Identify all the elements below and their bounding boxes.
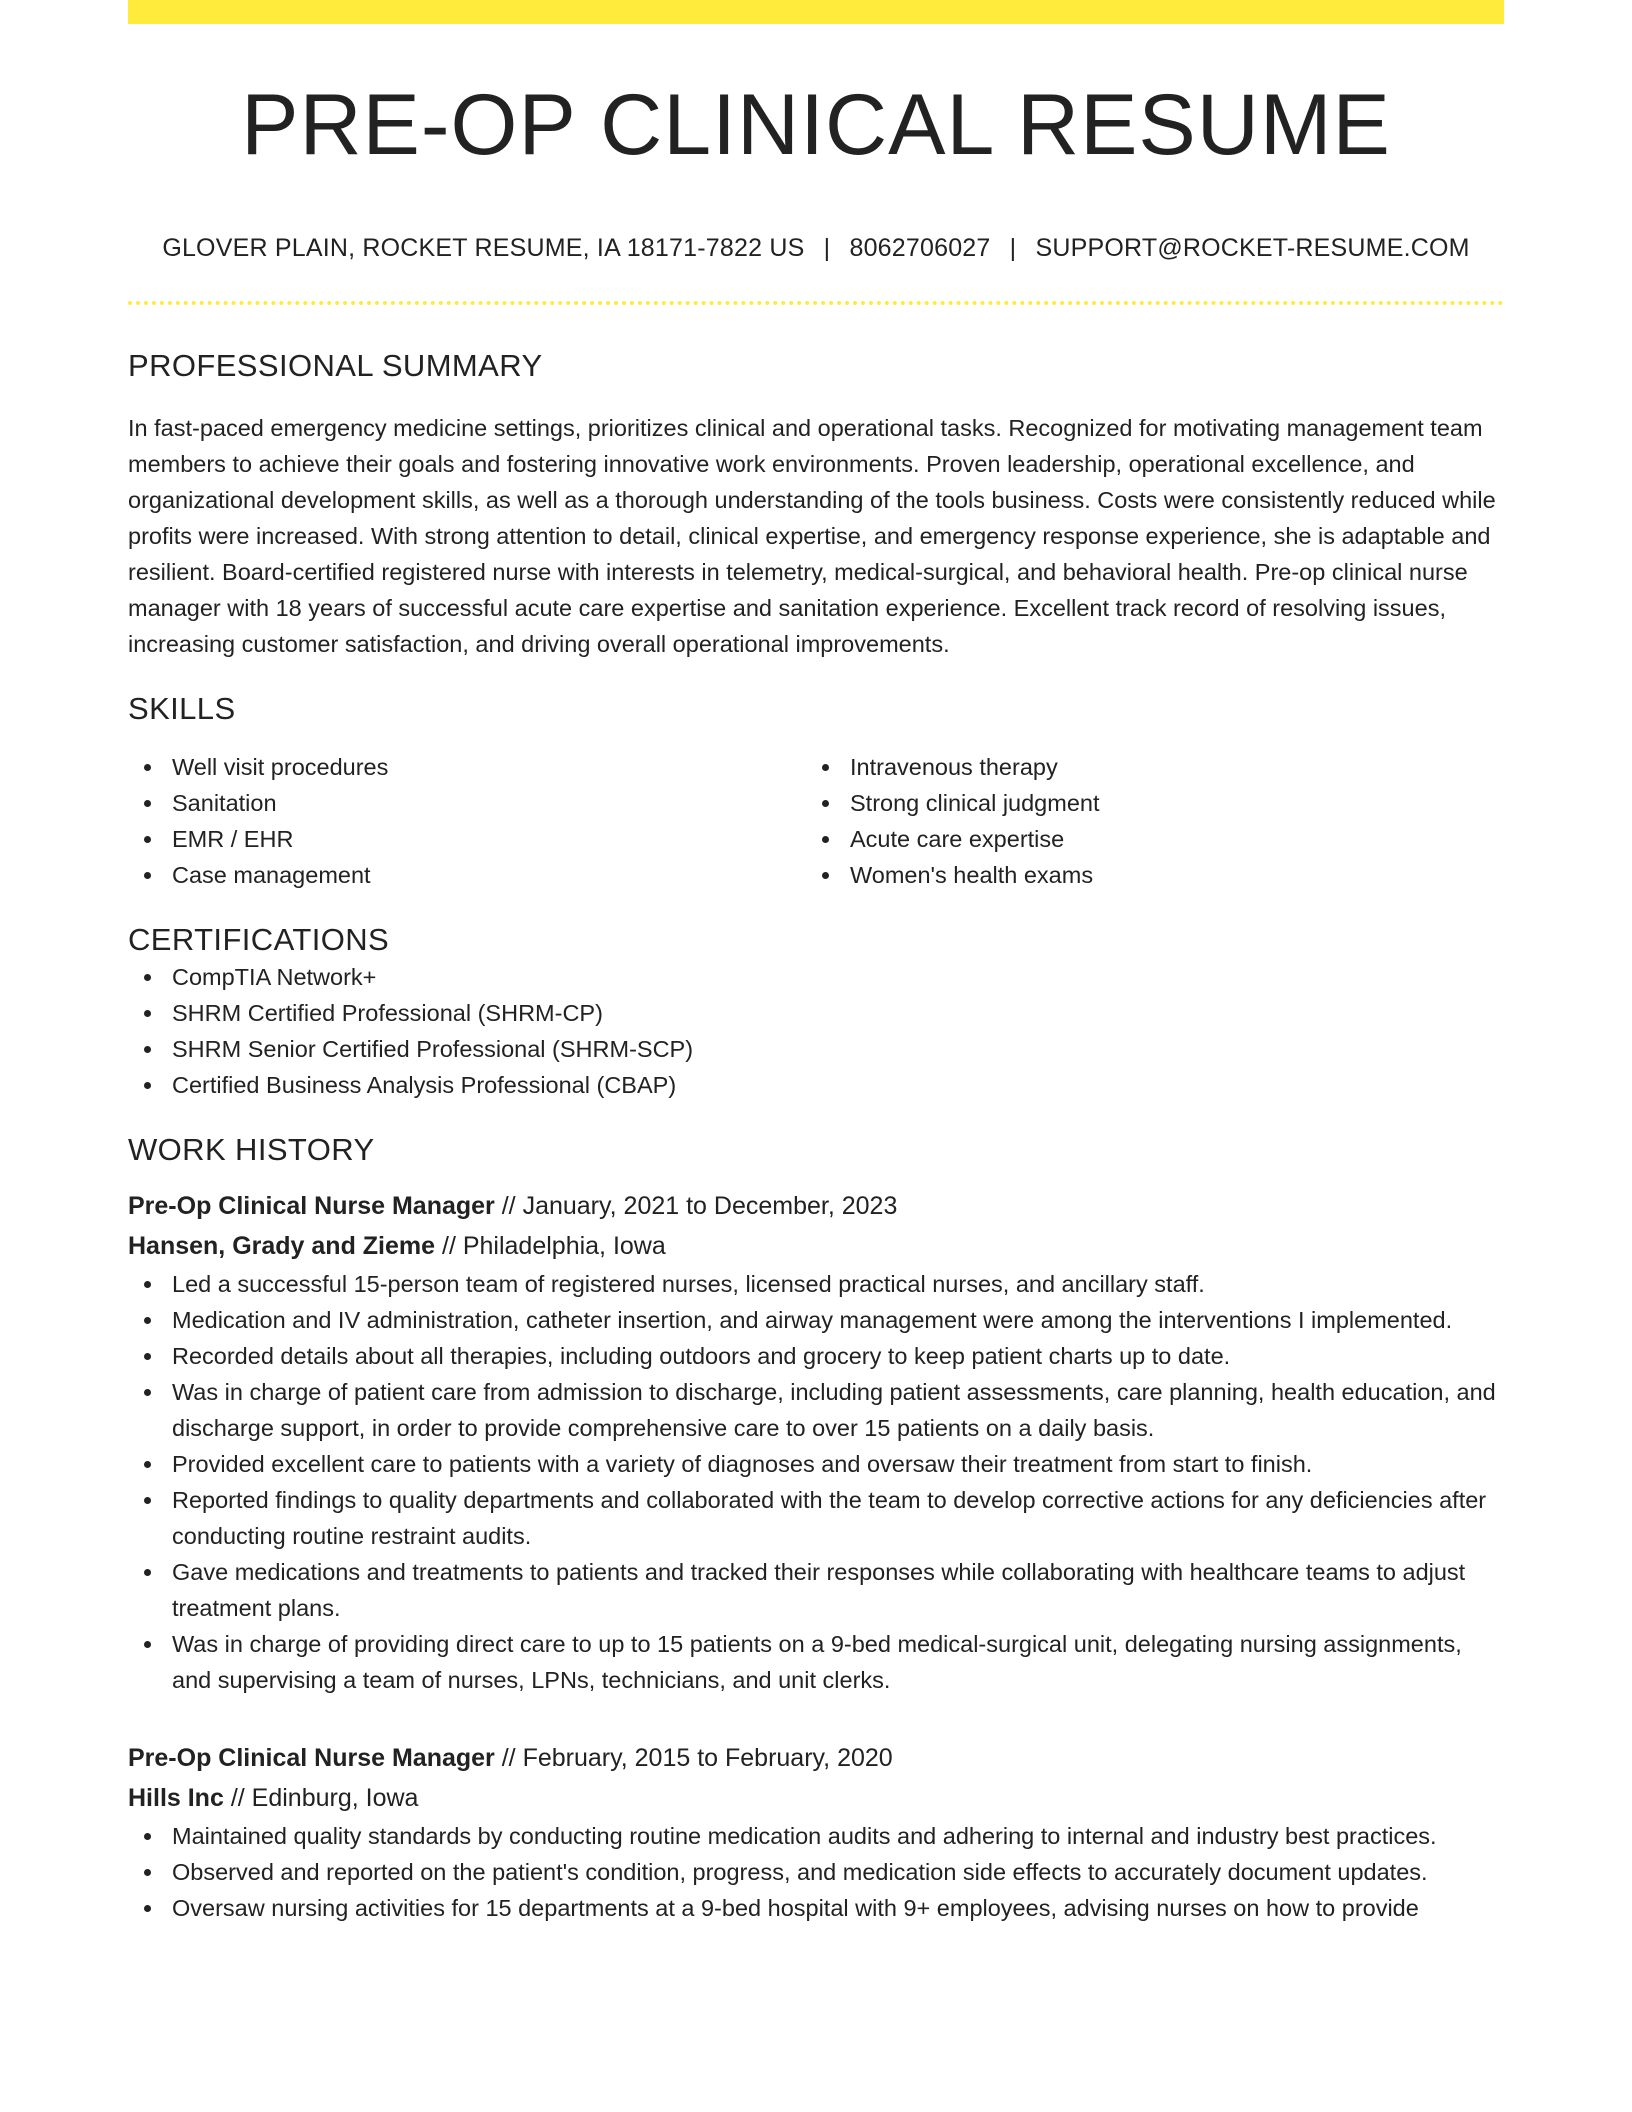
summary-text: In fast-paced emergency medicine settings, prioritizes clinical and operational tasks. Recognized for motivating management team members to achieve their goals and fostering innovative work environments. Proven leadership, operational excellence, and organizational development skills, as well as a thorough understanding of the tools business. Costs were consistently reduced while profits were increased. With strong attention to detail, clinical expertise, and emergency response experience, she is adaptable and resilient. Board-certified registered nurse with interests in telemetry, medical-surgical, and behavioral health. Pre-op clinical nurse manager with 18 years of successful acute care expertise and sanitation experience. Excellent track record of resolving issues, increasing customer satisfaction, and driving overall operational improvements. xyxy=(128,415,1496,658)
skills-list-left xyxy=(128,749,806,893)
job-duty-item: Observed and reported on the patient's condition, progress, and medication side effects to accurately document updates. xyxy=(128,1854,1504,1890)
contact-email[interactable]: SUPPORT@ROCKET-RESUME.COM xyxy=(1035,234,1470,262)
skill-item: Intravenous therapy xyxy=(806,749,1484,785)
job-duty-item: Led a successful 15-person team of registered nurses, licensed practical nurses, and ancillary staff. xyxy=(128,1266,1504,1302)
job-company: Hansen, Grady and Zieme xyxy=(128,1231,436,1260)
job-duty-item: Provided excellent care to patients with a variety of diagnoses and oversaw their treatment from start to finish. xyxy=(128,1446,1504,1482)
job-dates: // January, 2021 to December, 2023 xyxy=(501,1191,898,1220)
resume-page xyxy=(128,0,1504,1926)
certifications-list xyxy=(128,959,1504,1103)
job-duty-item: Was in charge of patient care from admission to discharge, including patient assessments, care planning, health education, and discharge support, in order to provide comprehensive care to over 15 patients on a daily basis. xyxy=(128,1374,1504,1446)
job-duty-item: Reported findings to quality departments and collaborated with the team to develop corrective actions for any deficiencies after conducting routine restraint audits. xyxy=(128,1482,1504,1554)
contact-address: GLOVER PLAIN, ROCKET RESUME, IA 18171-7822 US xyxy=(162,234,805,262)
job-duties-list xyxy=(128,1818,1504,1926)
skill-item: Women's health exams xyxy=(806,857,1484,893)
skill-item: Sanitation xyxy=(128,785,806,821)
job-duty-item: Recorded details about all therapies, including outdoors and grocery to keep patient charts up to date. xyxy=(128,1338,1504,1374)
accent-bar xyxy=(128,0,1504,24)
dotted-divider xyxy=(128,301,1504,305)
job-company-line xyxy=(128,1778,1504,1818)
skill-item: Case management xyxy=(128,857,806,893)
job-duty-item: Maintained quality standards by conducting routine medication audits and adhering to internal and industry best practices. xyxy=(128,1818,1504,1854)
job-title-line xyxy=(128,1186,1504,1226)
job-duty-item: Was in charge of providing direct care to up to 15 patients on a 9-bed medical-surgical unit, delegating nursing assignments, and supervising a team of nurses, LPNs, technicians, and unit clerks. xyxy=(128,1626,1504,1698)
skills-heading: SKILLS xyxy=(128,691,236,727)
contact-line xyxy=(128,234,1504,263)
job-location: // Edinburg, Iowa xyxy=(230,1783,419,1812)
skills-list-right xyxy=(806,749,1484,893)
summary-heading: PROFESSIONAL SUMMARY xyxy=(128,348,543,383)
job-duty-item: Medication and IV administration, catheter insertion, and airway management were among the interventions I implemented. xyxy=(128,1302,1504,1338)
job-duty-item: Oversaw nursing activities for 15 departments at a 9-bed hospital with 9+ employees, advising nurses on how to provide xyxy=(128,1890,1504,1926)
skill-item: EMR / EHR xyxy=(128,821,806,857)
contact-phone[interactable]: 8062706027 xyxy=(849,234,991,262)
certifications-heading: CERTIFICATIONS xyxy=(128,922,390,958)
skills-grid xyxy=(128,749,1504,893)
job-location: // Philadelphia, Iowa xyxy=(442,1231,666,1260)
job-duty-item: Gave medications and treatments to patients and tracked their responses while collaborating with healthcare teams to adjust treatment plans. xyxy=(128,1554,1504,1626)
job-title-line xyxy=(128,1738,1504,1778)
work-history-heading: WORK HISTORY xyxy=(128,1131,375,1167)
skill-item: Strong clinical judgment xyxy=(806,785,1484,821)
job-title: Pre-Op Clinical Nurse Manager xyxy=(128,1191,495,1220)
certification-item: Certified Business Analysis Professional (CBAP) xyxy=(128,1067,1504,1103)
certification-item: SHRM Senior Certified Professional (SHRM-SCP) xyxy=(128,1031,1504,1067)
resume-title: PRE-OP CLINICAL RESUME xyxy=(241,77,1391,173)
job-company-line xyxy=(128,1226,1504,1266)
skill-item: Acute care expertise xyxy=(806,821,1484,857)
skills-column-right xyxy=(806,749,1484,893)
job-title: Pre-Op Clinical Nurse Manager xyxy=(128,1743,495,1772)
job-dates: // February, 2015 to February, 2020 xyxy=(501,1743,893,1772)
certification-item: CompTIA Network+ xyxy=(128,959,1504,995)
contact-separator: | xyxy=(823,234,831,262)
contact-separator: | xyxy=(1009,234,1017,262)
job-company: Hills Inc xyxy=(128,1783,224,1812)
skill-item: Well visit procedures xyxy=(128,749,806,785)
job-duties-list xyxy=(128,1266,1504,1698)
skills-column-left xyxy=(128,749,806,893)
certification-item: SHRM Certified Professional (SHRM-CP) xyxy=(128,995,1504,1031)
